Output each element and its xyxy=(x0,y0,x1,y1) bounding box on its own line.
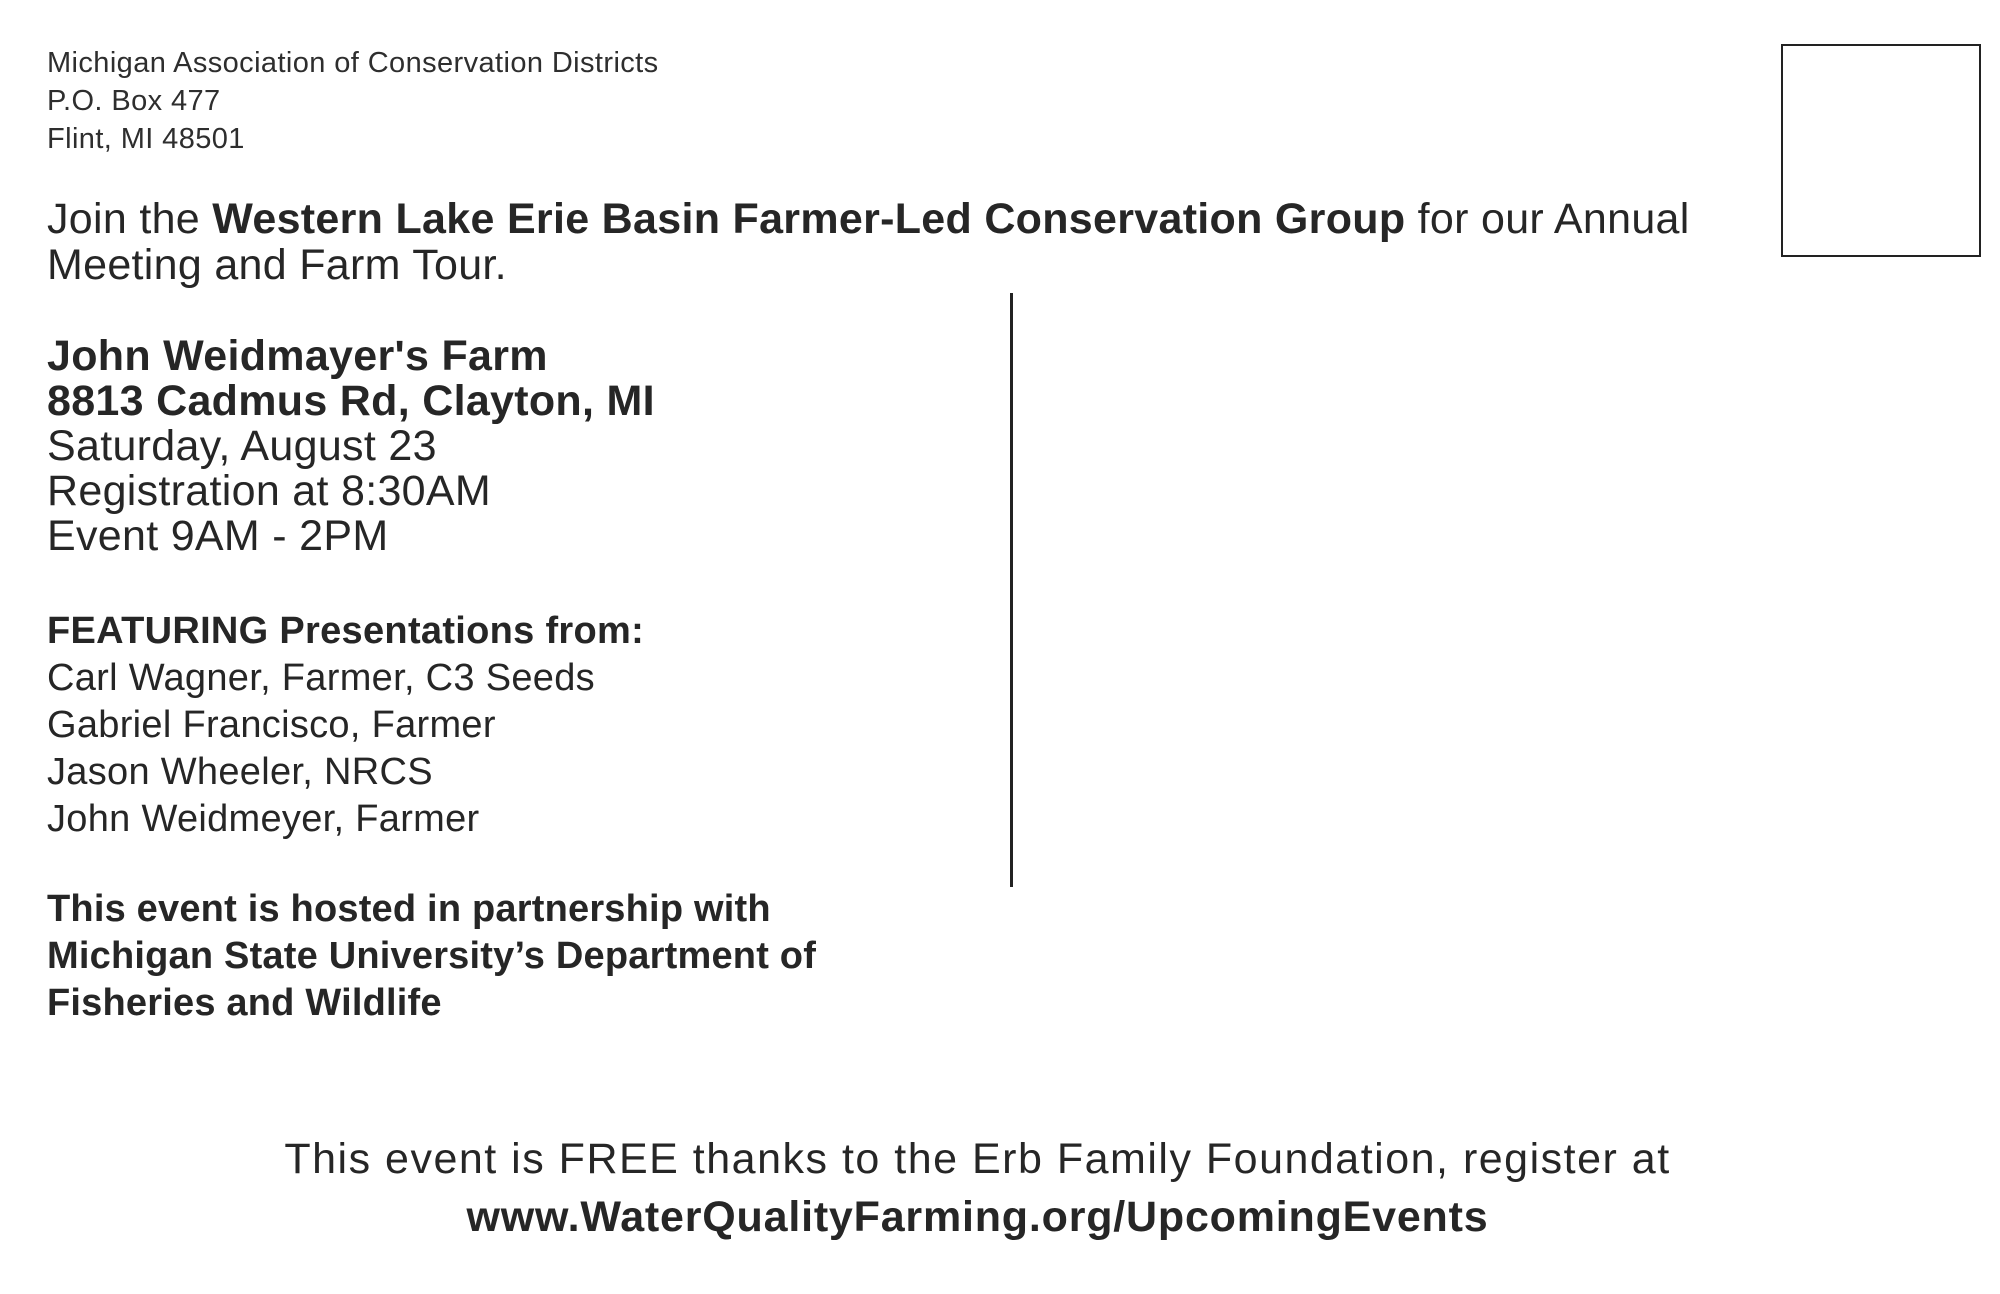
return-address-city: Flint, MI 48501 xyxy=(47,123,245,155)
registration-url: www.WaterQualityFarming.org/UpcomingEvents xyxy=(466,1193,1489,1241)
presenter-item: Jason Wheeler, NRCS xyxy=(47,751,433,793)
vertical-divider xyxy=(1010,293,1013,887)
intro-paragraph xyxy=(47,196,1727,288)
event-time: Event 9AM - 2PM xyxy=(47,512,389,560)
event-date: Saturday, August 23 xyxy=(47,422,437,470)
featuring-section xyxy=(47,608,644,843)
event-details xyxy=(47,334,655,559)
return-address-po-box: P.O. Box 477 xyxy=(47,85,221,117)
presenter-item: Carl Wagner, Farmer, C3 Seeds xyxy=(47,657,595,699)
group-name: Western Lake Erie Basin Farmer-Led Conservation Group xyxy=(212,195,1406,243)
presenter-item: John Weidmeyer, Farmer xyxy=(47,798,480,840)
event-registration-time: Registration at 8:30AM xyxy=(47,467,491,515)
stamp-placeholder-box xyxy=(1781,44,1981,257)
partnership-line: Fisheries and Wildlife xyxy=(47,982,442,1024)
partnership-statement xyxy=(47,886,947,1027)
intro-prefix: Join the xyxy=(47,195,213,243)
partnership-line: Michigan State University’s Department of xyxy=(47,935,817,977)
presenter-item: Gabriel Francisco, Farmer xyxy=(47,704,496,746)
partnership-line: This event is hosted in partnership with xyxy=(47,888,771,930)
event-location-name: John Weidmayer's Farm xyxy=(47,332,548,380)
footer-text: This event is FREE thanks to the Erb Family Foundation, register at xyxy=(284,1135,1671,1183)
return-address-org: Michigan Association of Conservation Districts xyxy=(47,47,659,79)
event-address: 8813 Cadmus Rd, Clayton, MI xyxy=(47,377,655,425)
intro-suffix: for our Annual Meeting and Farm Tour. xyxy=(47,195,1690,289)
return-address xyxy=(47,44,659,158)
featuring-heading: FEATURING Presentations from: xyxy=(47,610,645,652)
footer-note xyxy=(0,1130,1955,1246)
